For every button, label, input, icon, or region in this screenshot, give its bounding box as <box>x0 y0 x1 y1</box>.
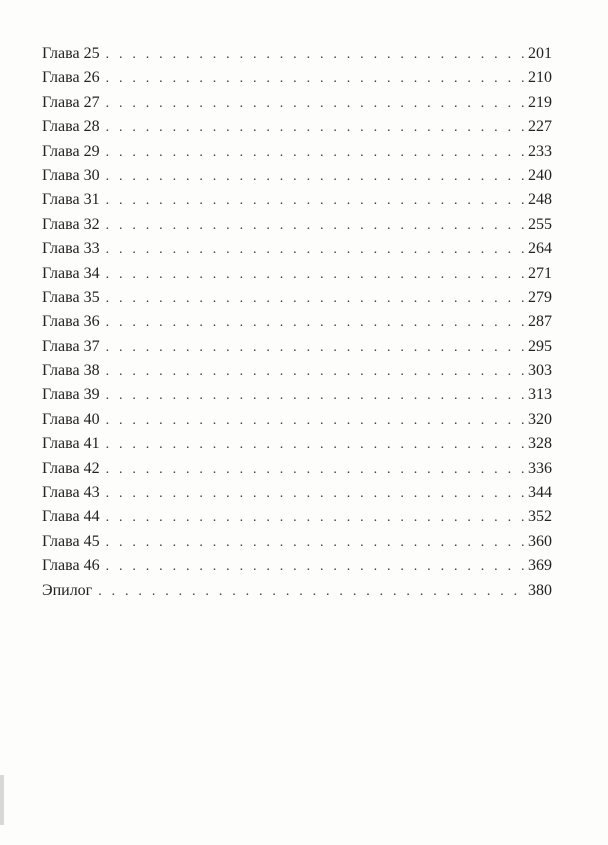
toc-entry-page-number: 240 <box>528 166 552 184</box>
dot-leader <box>106 311 524 335</box>
toc-entry-page-number: 210 <box>528 69 552 87</box>
toc-entry <box>42 383 552 407</box>
toc-entry-title: Глава 38 <box>42 362 100 380</box>
dot-leader <box>106 555 524 579</box>
toc-entry-title: Эпилог <box>42 581 93 599</box>
dot-leader <box>106 482 524 506</box>
dot-leader <box>106 141 524 165</box>
toc-entry <box>42 481 552 505</box>
toc-entry <box>42 408 552 432</box>
toc-entry-title: Глава 32 <box>42 215 100 233</box>
toc-entry <box>42 554 552 578</box>
toc-entry-page-number: 219 <box>528 93 552 111</box>
toc-entry-page-number: 279 <box>528 288 552 306</box>
toc-entry-title: Глава 28 <box>42 118 100 136</box>
dot-leader <box>106 433 524 457</box>
toc-entry-title: Глава 29 <box>42 142 100 160</box>
toc-entry-title: Глава 46 <box>42 557 100 575</box>
toc-entry-title: Глава 30 <box>42 166 100 184</box>
dot-leader <box>106 409 524 433</box>
toc-entry <box>42 91 552 115</box>
toc-entry-title: Глава 27 <box>42 93 100 111</box>
dot-leader <box>98 580 524 604</box>
toc-entry-title: Глава 25 <box>42 45 100 62</box>
dot-leader <box>106 92 524 116</box>
toc-entry-page-number: 295 <box>528 337 552 355</box>
toc-entry-page-number: 380 <box>528 581 552 599</box>
toc-entry <box>42 579 552 603</box>
dot-leader <box>106 116 524 140</box>
toc-entry <box>42 359 552 383</box>
toc-entry <box>42 140 552 164</box>
toc-entry-page-number: 352 <box>528 508 552 526</box>
dot-leader <box>106 238 524 262</box>
dot-leader <box>106 360 524 384</box>
toc-entry-title: Глава 39 <box>42 386 100 404</box>
dot-leader <box>106 165 524 189</box>
toc-entry-title: Глава 35 <box>42 288 100 306</box>
toc-entry-page-number: 360 <box>528 532 552 550</box>
toc-entry-title: Глава 26 <box>42 69 100 87</box>
toc-entry <box>42 530 552 554</box>
toc-entry-page-number: 336 <box>528 459 552 477</box>
toc-entry-page-number: 313 <box>528 386 552 404</box>
toc-entry <box>42 213 552 237</box>
toc-entry-page-number: 264 <box>528 240 552 258</box>
toc-entry-title: Глава 44 <box>42 508 100 526</box>
toc-entry-title: Глава 43 <box>42 484 100 502</box>
toc-entry <box>42 457 552 481</box>
toc-entry <box>42 237 552 261</box>
dot-leader <box>106 263 524 287</box>
toc-entry <box>42 432 552 456</box>
toc-entry <box>42 335 552 359</box>
table-of-contents <box>42 42 552 603</box>
toc-entry-title: Глава 36 <box>42 313 100 331</box>
toc-entry <box>42 42 552 66</box>
toc-entry-page-number: 248 <box>528 191 552 209</box>
toc-entry-page-number: 201 <box>528 45 552 62</box>
dot-leader <box>106 67 524 91</box>
toc-entry-title: Глава 34 <box>42 264 100 282</box>
toc-entry-title: Глава 41 <box>42 435 100 453</box>
dot-leader <box>106 506 524 530</box>
toc-entry-page-number: 271 <box>528 264 552 282</box>
toc-entry-page-number: 233 <box>528 142 552 160</box>
toc-entry-page-number: 255 <box>528 215 552 233</box>
toc-entry <box>42 310 552 334</box>
toc-entry-page-number: 320 <box>528 410 552 428</box>
toc-entry <box>42 115 552 139</box>
toc-entry <box>42 505 552 529</box>
dot-leader <box>106 384 524 408</box>
dot-leader <box>106 287 524 311</box>
toc-entry <box>42 262 552 286</box>
toc-entry-title: Глава 42 <box>42 459 100 477</box>
dot-leader <box>106 214 524 238</box>
toc-entry <box>42 188 552 212</box>
toc-entry-title: Глава 40 <box>42 410 100 428</box>
toc-entry-page-number: 303 <box>528 362 552 380</box>
toc-entry-title: Глава 31 <box>42 191 100 209</box>
toc-entry <box>42 164 552 188</box>
toc-entry <box>42 66 552 90</box>
toc-entry-title: Глава 45 <box>42 532 100 550</box>
toc-entry-page-number: 344 <box>528 484 552 502</box>
toc-entry <box>42 286 552 310</box>
toc-entry-page-number: 328 <box>528 435 552 453</box>
dot-leader <box>106 336 524 360</box>
dot-leader <box>106 43 524 67</box>
dot-leader <box>106 458 524 482</box>
dot-leader <box>106 531 524 555</box>
dot-leader <box>106 189 524 213</box>
page-edge-shadow <box>0 775 4 825</box>
toc-entry-page-number: 227 <box>528 118 552 136</box>
toc-entry-title: Глава 33 <box>42 240 100 258</box>
toc-entry-page-number: 369 <box>528 557 552 575</box>
toc-entry-title: Глава 37 <box>42 337 100 355</box>
toc-entry-page-number: 287 <box>528 313 552 331</box>
